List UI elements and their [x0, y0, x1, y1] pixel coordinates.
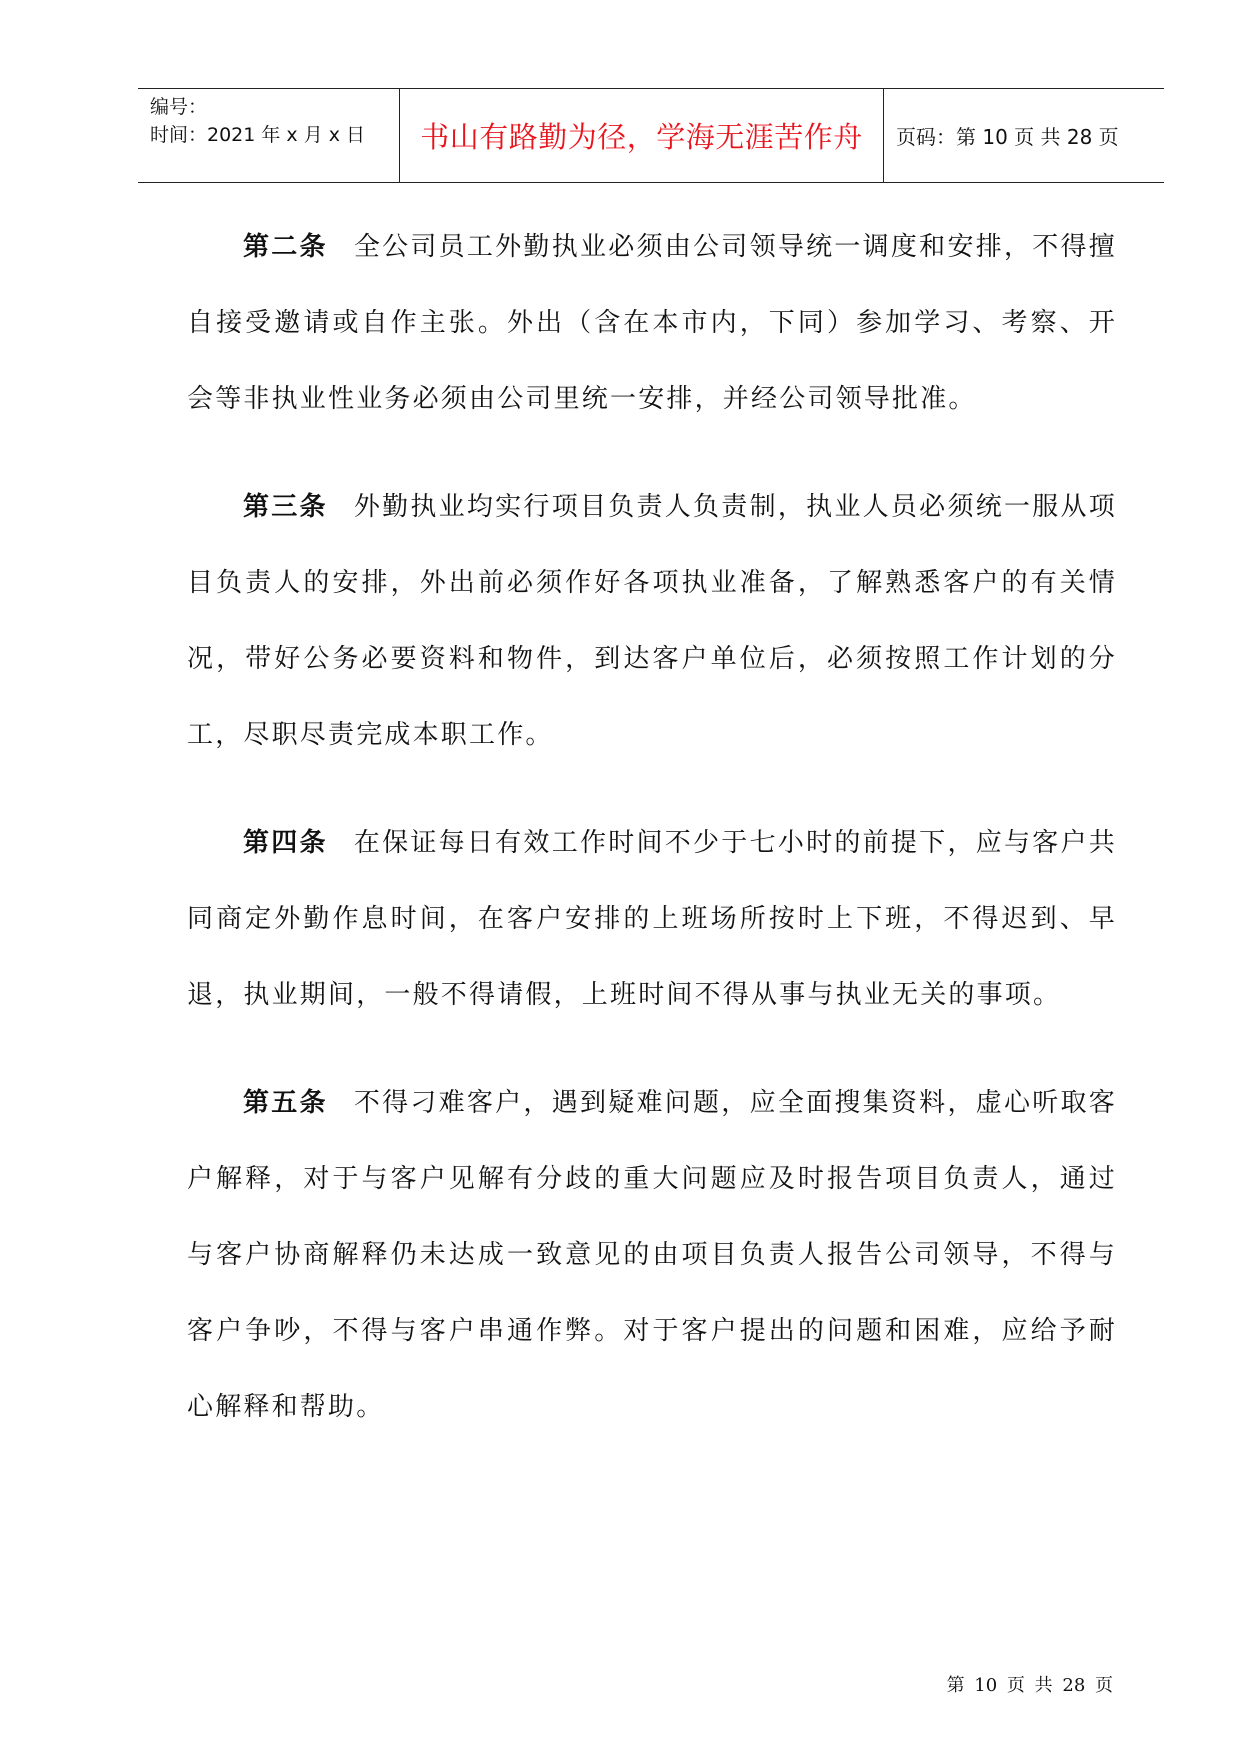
- article-2: [187, 209, 1117, 437]
- article-text: 不得刁难客户，遇到疑难问题，应全面搜集资料，虚心听取客户解释，对于与客户见解有分歧的重大问题应及时报告项目负责人，通过与客户协商解释仍未达成一致意见的由项目负责人报告公司领导，不得与客户争吵，不得与客户串通作弊。对于客户提出的问题和困难，应给予耐心解释和帮助。: [187, 1088, 1117, 1422]
- article-text: 全公司员工外勤执业必须由公司领导统一调度和安排，不得擅自接受邀请或自作主张。外出（含在本市内，下同）参加学习、考察、开会等非执业性业务必须由公司里统一安排，并经公司领导批准。: [187, 232, 1117, 414]
- document-body: [187, 209, 1117, 1477]
- header-meta: [138, 89, 400, 182]
- article-4: [187, 805, 1117, 1033]
- article-text: 外勤执业均实行项目负责人负责制，执业人员必须统一服从项目负责人的安排，外出前必须作好各项执业准备，了解熟悉客户的有关情况，带好公务必要资料和物件，到达客户单位后，必须按照工作计划的分工，尽职尽责完成本职工作。: [187, 492, 1117, 750]
- article-heading: 第三条: [243, 492, 328, 522]
- header-page-number: 页码：第 10 页 共 28 页: [896, 125, 1119, 149]
- page-footer: 第 10 页 共 28 页: [946, 1675, 1113, 1696]
- document-time-label: 时间：2021 年 x 月 x 日: [150, 124, 366, 146]
- document-number-label: 编号：: [150, 96, 208, 118]
- header-motto: 书山有路勤为径，学海无涯苦作舟: [400, 89, 884, 182]
- article-heading: 第五条: [243, 1088, 328, 1118]
- article-3: [187, 469, 1117, 773]
- article-heading: 第四条: [243, 828, 328, 858]
- article-5: [187, 1065, 1117, 1445]
- article-text: 在保证每日有效工作时间不少于七小时的前提下，应与客户共同商定外勤作息时间，在客户安排的上班场所按时上下班，不得迟到、早退，执业期间，一般不得请假，上班时间不得从事与执业无关的事项。: [187, 828, 1117, 1010]
- page-header: [138, 88, 1164, 183]
- article-heading: 第二条: [243, 232, 328, 262]
